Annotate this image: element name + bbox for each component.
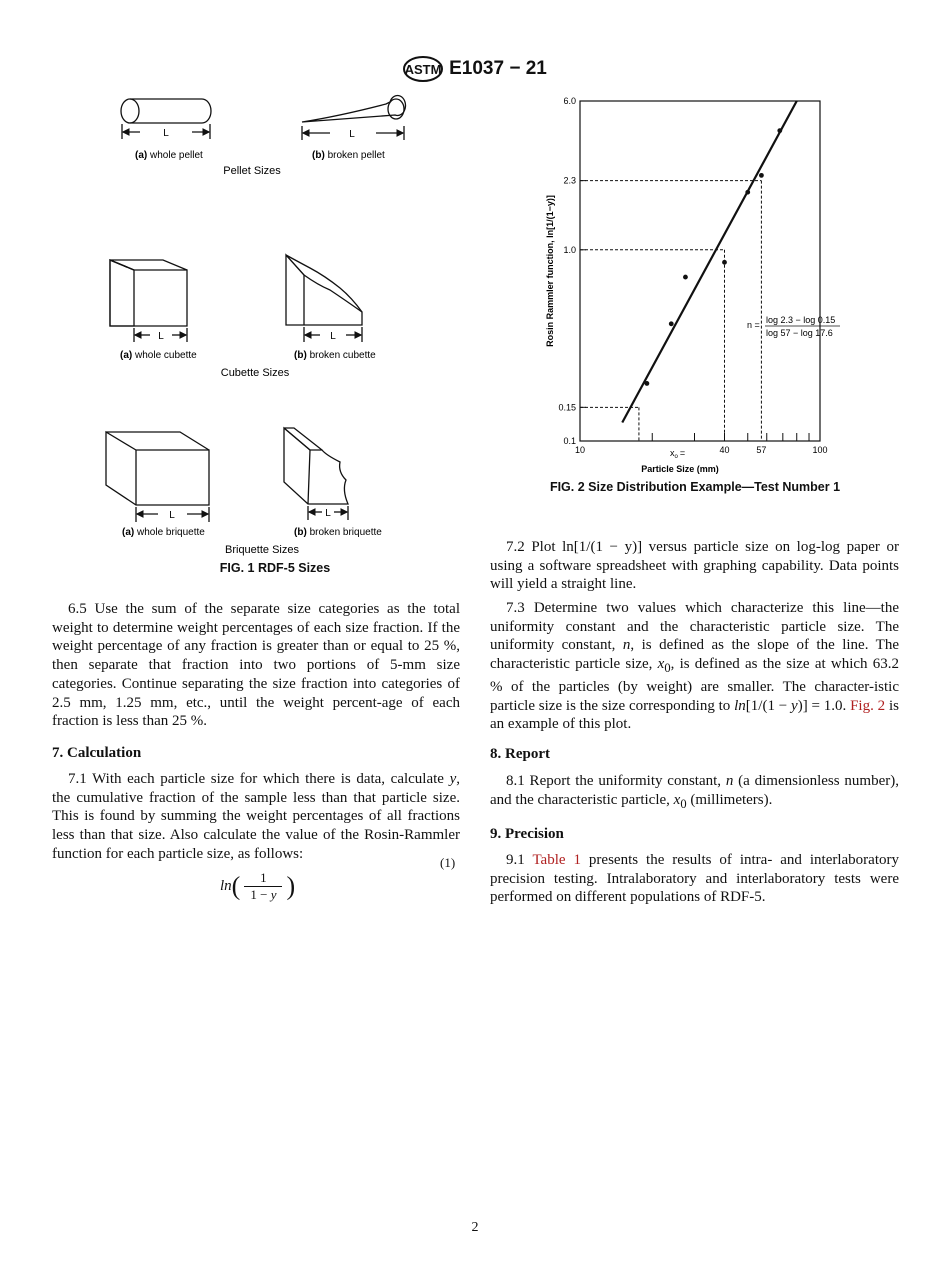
data-point-6	[777, 128, 782, 133]
cubette-sizes-label: Cubette Sizes	[220, 367, 290, 379]
y-tick-label-4: 0.1	[563, 436, 576, 446]
whole-pellet-label: (a) whole pellet	[135, 150, 203, 161]
whole-cubette-drawing	[110, 260, 187, 342]
figure-1-drawing	[90, 90, 450, 570]
broken-briquette-drawing	[284, 428, 348, 520]
plot-frame	[580, 101, 820, 441]
broken-pellet-dim-label: L	[349, 129, 355, 140]
whole-briquette-label: (a) whole briquette	[122, 527, 205, 538]
page-number: 2	[471, 1220, 479, 1235]
figure-2-chart	[540, 94, 840, 494]
para-8-1: 8.1 Report the uniformity constant, n (a dimensionless number), and the characteristic particle, $x_0$ (millimeters).	[490, 773, 899, 811]
svg-text:ASTM: ASTM	[404, 62, 442, 77]
x-tick-label-3: 100	[812, 445, 828, 455]
para-6-5: 6.5 Use the sum of the separate size categories as the total weight to determine weight percentages of each size fraction. If the weight percentage of any fraction is greater than or equal to 25 %, then separate that fraction into two portions of 5-mm size categories. Continue separating the size fraction into categories of 2.5 mm, 1.25 mm, etc., until the weight percent-age of each fraction is less than 25 %.	[52, 601, 460, 730]
broken-cubette-drawing	[286, 255, 362, 342]
data-point-0	[645, 381, 650, 386]
fit-line	[622, 101, 796, 422]
broken-cubette-label: (b) broken cubette	[294, 350, 376, 361]
briquette-sizes-label: Briquette Sizes	[225, 544, 299, 556]
figure-1	[90, 90, 450, 570]
x-tick-label-1: 40	[719, 445, 730, 455]
para-7-2: 7.2 Plot ln[1/(1 − y)] versus particle size on log-log paper or using a software spreadsheet with graphing capability. Data points will yield a straight line.	[490, 539, 899, 593]
svg-text:log 2.3 − log 0.15: log 2.3 − log 0.15	[766, 315, 836, 325]
fig-2-link[interactable]: Fig. 2	[850, 697, 886, 714]
broken-pellet-label: (b) broken pellet	[312, 150, 385, 161]
x-axis-label: Particle Size (mm)	[641, 464, 719, 474]
heading-9-precision: 9. Precision	[490, 826, 564, 842]
svg-text:log 57 − log 17.6: log 57 − log 17.6	[766, 328, 833, 338]
figure-2	[540, 94, 840, 494]
table-1-link[interactable]: Table 1	[532, 852, 581, 868]
broken-briquette-label: (b) broken briquette	[294, 527, 382, 538]
data-point-1	[669, 321, 674, 326]
x-tick-label-2: 57	[756, 445, 767, 455]
heading-7-calculation: 7. Calculation	[52, 745, 142, 761]
data-point-4	[745, 190, 750, 195]
data-point-3	[722, 260, 727, 265]
para-9-1: 9.1 Table 1 presents the results of intra- and interlaboratory precision testing. Intralaboratory and interlaboratory tests were performed on different populations of RDF-5.	[490, 852, 900, 906]
pellet-sizes-label: Pellet Sizes	[223, 165, 281, 177]
pellet-dim-label: L	[163, 128, 169, 139]
y-tick-label-1: 2.3	[563, 175, 576, 186]
whole-cubette-dim-label: L	[158, 331, 164, 342]
y-tick-label-3: 0.15	[558, 402, 576, 413]
figure-2-caption: FIG. 2 Size Distribution Example—Test Number 1	[549, 480, 841, 494]
svg-text:n =: n =	[747, 320, 760, 330]
y-tick-label-0: 6.0	[563, 96, 576, 106]
y-tick-label-2: 1.0	[563, 244, 576, 255]
para-7-3: 7.3 Determine two values which characterize this line—the uniformity constant and the characteristic particle size. The uniformity constant, n, is defined as the slope of the line. The characteristic particle size, $x_0$, is defined as the size at which 63.2 % of the particles (by weight) are smaller. The character-istic particle size is the size corresponding to ln[1/(1 − y)] = 1.0. Fig. 2 is an example of this plot.	[490, 600, 899, 733]
page-header	[0, 56, 950, 82]
equation-1: ln( $\frac{1}{1 - y}$ )	[220, 870, 296, 902]
data-point-5	[759, 173, 764, 178]
heading-8-report: 8. Report	[490, 746, 550, 762]
whole-cubette-label: (a) whole cubette	[120, 350, 197, 361]
broken-cubette-dim-label: L	[330, 331, 336, 342]
y-axis-label: Rosin Rammler function, ln[1/(1−y)]	[545, 195, 555, 347]
x0-label: $x_o$ =	[670, 448, 686, 460]
x-tick-label-0: 10	[574, 445, 586, 455]
equation-1-number: (1)	[440, 855, 456, 870]
broken-briquette-dim-label: L	[325, 508, 331, 519]
astm-logo-icon	[403, 56, 443, 82]
figure-1-caption: FIG. 1 RDF-5 Sizes	[219, 561, 331, 575]
data-point-2	[683, 275, 688, 280]
whole-briquette-drawing	[106, 432, 209, 522]
para-7-1: 7.1 With each particle size for which there is data, calculate y, the cumulative fraction of the sample less than that particle size. This is found by summing the weight percentages of all fractions less than that size. Also calculate the value of the Rosin-Rammler function for each particle size, as follows:	[52, 771, 460, 862]
standard-designation: E1037 − 21	[449, 58, 547, 80]
whole-briquette-dim-label: L	[169, 510, 175, 521]
